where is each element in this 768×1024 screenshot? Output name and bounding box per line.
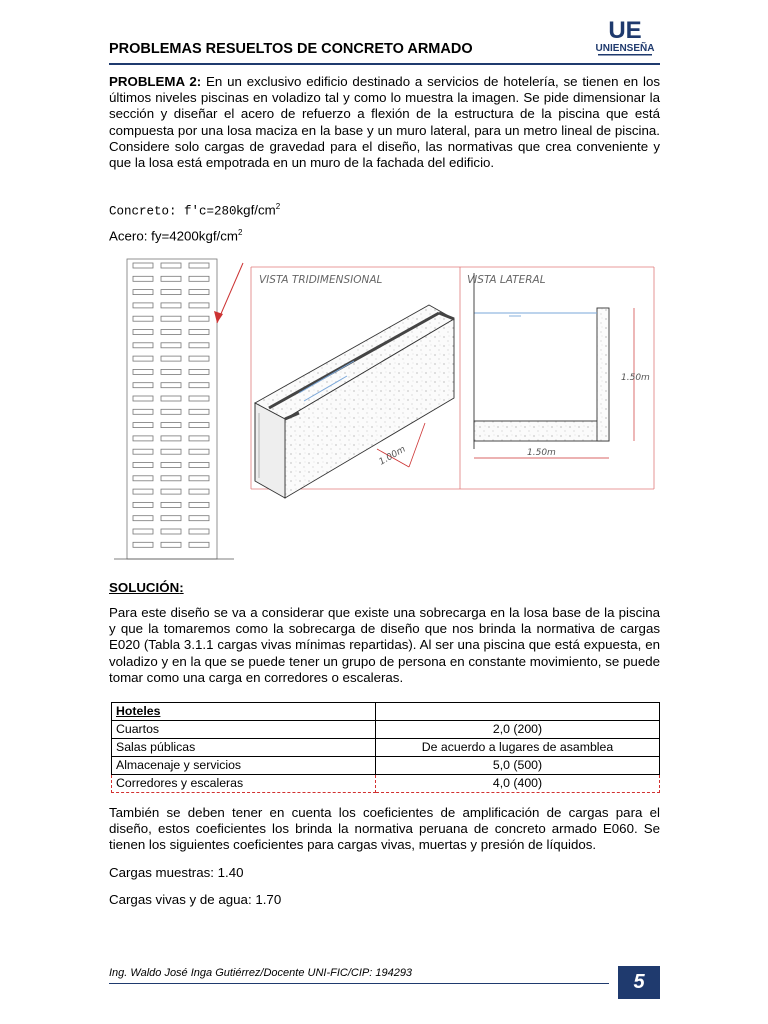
- dimension-1m: 1.00m: [377, 444, 408, 468]
- steel-spec: [109, 228, 242, 243]
- detail-arrow: [214, 263, 243, 323]
- live-load-table: [111, 702, 660, 793]
- building-window: [133, 529, 153, 534]
- footer-divider: [109, 983, 609, 984]
- solution-heading-colon: :: [179, 580, 184, 595]
- building-window: [161, 316, 181, 321]
- building-window: [189, 316, 209, 321]
- table-cell-value: De acuerdo a lugares de asamblea: [376, 739, 660, 757]
- building-window: [133, 516, 153, 521]
- table-cell-use: Salas públicas: [112, 739, 376, 757]
- logo-ue-text: UE: [608, 17, 642, 44]
- building-window: [133, 330, 153, 335]
- footer-author: Ing. Waldo José Inga Gutiérrez/Docente UNI-FIC/CIP: 194293: [109, 967, 413, 979]
- building-window: [161, 263, 181, 268]
- pool-figure: [109, 253, 660, 563]
- concrete-spec: [109, 202, 280, 218]
- building-window: [189, 516, 209, 521]
- steel-sup: 2: [237, 228, 243, 237]
- building-window: [133, 423, 153, 428]
- building-window: [133, 396, 153, 401]
- building-window: [161, 409, 181, 414]
- building-window: [161, 383, 181, 388]
- building-window: [133, 436, 153, 441]
- building-window: [133, 542, 153, 547]
- building-window: [161, 436, 181, 441]
- building-window: [161, 423, 181, 428]
- table-cell-value: 4,0 (400): [376, 775, 660, 793]
- concrete-sup: 2: [275, 202, 281, 211]
- building-window: [189, 369, 209, 374]
- table-cell-use: Corredores y escaleras: [112, 775, 376, 793]
- building-window: [189, 436, 209, 441]
- building-window: [189, 263, 209, 268]
- table-row: [112, 721, 660, 739]
- building-window: [189, 343, 209, 348]
- solution-heading-text: SOLUCIÓN: [109, 580, 180, 595]
- uniensena-logo: [590, 14, 660, 60]
- building-window: [161, 330, 181, 335]
- label-side-view: VISTA LATERAL: [467, 274, 546, 286]
- document-title: PROBLEMAS RESUELTOS DE CONCRETO ARMADO: [109, 41, 473, 57]
- table-row: [112, 739, 660, 757]
- table-cell-value: 2,0 (200): [376, 721, 660, 739]
- building-window: [161, 542, 181, 547]
- building-window: [189, 542, 209, 547]
- pool-section-drawing: [474, 273, 634, 458]
- building-window: [189, 356, 209, 361]
- building-window: [161, 463, 181, 468]
- building-window: [189, 396, 209, 401]
- solution-paragraph-1: Para este diseño se va a considerar que existe una sobrecarga en la losa base de la piscina y que la tomaremos como la sobrecarga de diseño que nos brinda la normativa de cargas E020 (Tabla 3.1.1 cargas vivas mínimas repartidas). Al ser una piscina que está expuesta, en voladizo y en la que se puede tener un grupo de persona en constante movimiento, se puede tomar como una carga en corredores o escaleras.: [109, 605, 660, 685]
- building-window: [133, 369, 153, 374]
- table-header-row: [112, 703, 660, 721]
- building-window: [133, 356, 153, 361]
- live-load-factor: Cargas vivas y de agua: 1.70: [109, 892, 282, 907]
- building-window: [189, 423, 209, 428]
- building-window: [133, 489, 153, 494]
- header-divider: [109, 63, 660, 65]
- concrete-unit: kgf/cm: [236, 202, 276, 218]
- building-window: [133, 290, 153, 295]
- dimension-width: 1.50m: [527, 448, 556, 458]
- building-window: [161, 303, 181, 308]
- building-window: [133, 449, 153, 454]
- building-window: [161, 356, 181, 361]
- page-number: 5: [618, 966, 660, 999]
- table-cell-use: Almacenaje y servicios: [112, 757, 376, 775]
- building-window: [133, 502, 153, 507]
- building-window: [161, 449, 181, 454]
- building-window: [133, 463, 153, 468]
- building-window: [161, 529, 181, 534]
- dead-load-factor: Cargas muestras: 1.40: [109, 865, 244, 880]
- building-window: [133, 303, 153, 308]
- building-window: [161, 276, 181, 281]
- concrete-prefix: Concreto: f'c=280: [109, 204, 237, 219]
- building-window: [133, 276, 153, 281]
- building-window: [189, 502, 209, 507]
- building-window: [189, 463, 209, 468]
- building-window: [161, 290, 181, 295]
- pool-3d-drawing: [255, 305, 454, 498]
- steel-text: Acero: fy=4200kgf/cm: [109, 228, 238, 244]
- building-window: [189, 276, 209, 281]
- building-window: [189, 303, 209, 308]
- solution-paragraph-2: También se deben tener en cuenta los coeficientes de amplificación de cargas para el diseño, estos coeficientes los brinda la normativa peruana de concreto armado E060. Se tienen los siguientes coeficientes para cargas vivas, muertas y presión de líquidos.: [109, 805, 660, 853]
- building-window: [189, 529, 209, 534]
- building-elevation: [114, 259, 234, 559]
- building-window: [161, 343, 181, 348]
- problem-text: En un exclusivo edificio destinado a servicios de hotelería, se tienen en los últimos niveles piscinas en voladizo tal y como lo muestra la imagen. Se pide dimensionar la sección y diseñar el acero de refuerzo a flexión de la estructura de la piscina que está compuesta por una losa maciza en la base y un muro lateral, para un metro lineal de piscina. Considere solo cargas de gravedad para el diseño, las normativas que crea conveniente y que la losa está empotrada en un muro de la fachada del edificio.: [109, 74, 660, 171]
- table-row: [112, 757, 660, 775]
- building-window: [161, 476, 181, 481]
- building-window: [133, 383, 153, 388]
- building-window: [133, 343, 153, 348]
- problem-label: PROBLEMA 2:: [109, 74, 202, 89]
- building-window: [189, 409, 209, 414]
- building-window: [189, 489, 209, 494]
- solution-heading: [109, 580, 184, 595]
- building-window: [161, 396, 181, 401]
- building-window: [133, 409, 153, 414]
- building-window: [189, 383, 209, 388]
- logo-brand-text: UNIENSEÑA: [595, 43, 655, 54]
- building-window: [133, 476, 153, 481]
- table-cell-use: Cuartos: [112, 721, 376, 739]
- logo-underline: [598, 54, 652, 56]
- table-header-blank: [376, 703, 660, 721]
- building-window: [161, 516, 181, 521]
- dimension-height: 1.50m: [621, 373, 650, 383]
- building-window: [189, 290, 209, 295]
- building-window: [189, 449, 209, 454]
- building-window: [161, 369, 181, 374]
- building-window: [133, 316, 153, 321]
- building-window: [189, 330, 209, 335]
- building-window: [161, 502, 181, 507]
- table-row-highlighted: [112, 775, 660, 793]
- building-window: [189, 476, 209, 481]
- building-window: [133, 263, 153, 268]
- table-cell-value: 5,0 (500): [376, 757, 660, 775]
- label-3d-view: VISTA TRIDIMENSIONAL: [259, 274, 383, 286]
- building-window: [161, 489, 181, 494]
- table-header-cell: Hoteles: [112, 703, 376, 721]
- problem-statement: [109, 74, 660, 171]
